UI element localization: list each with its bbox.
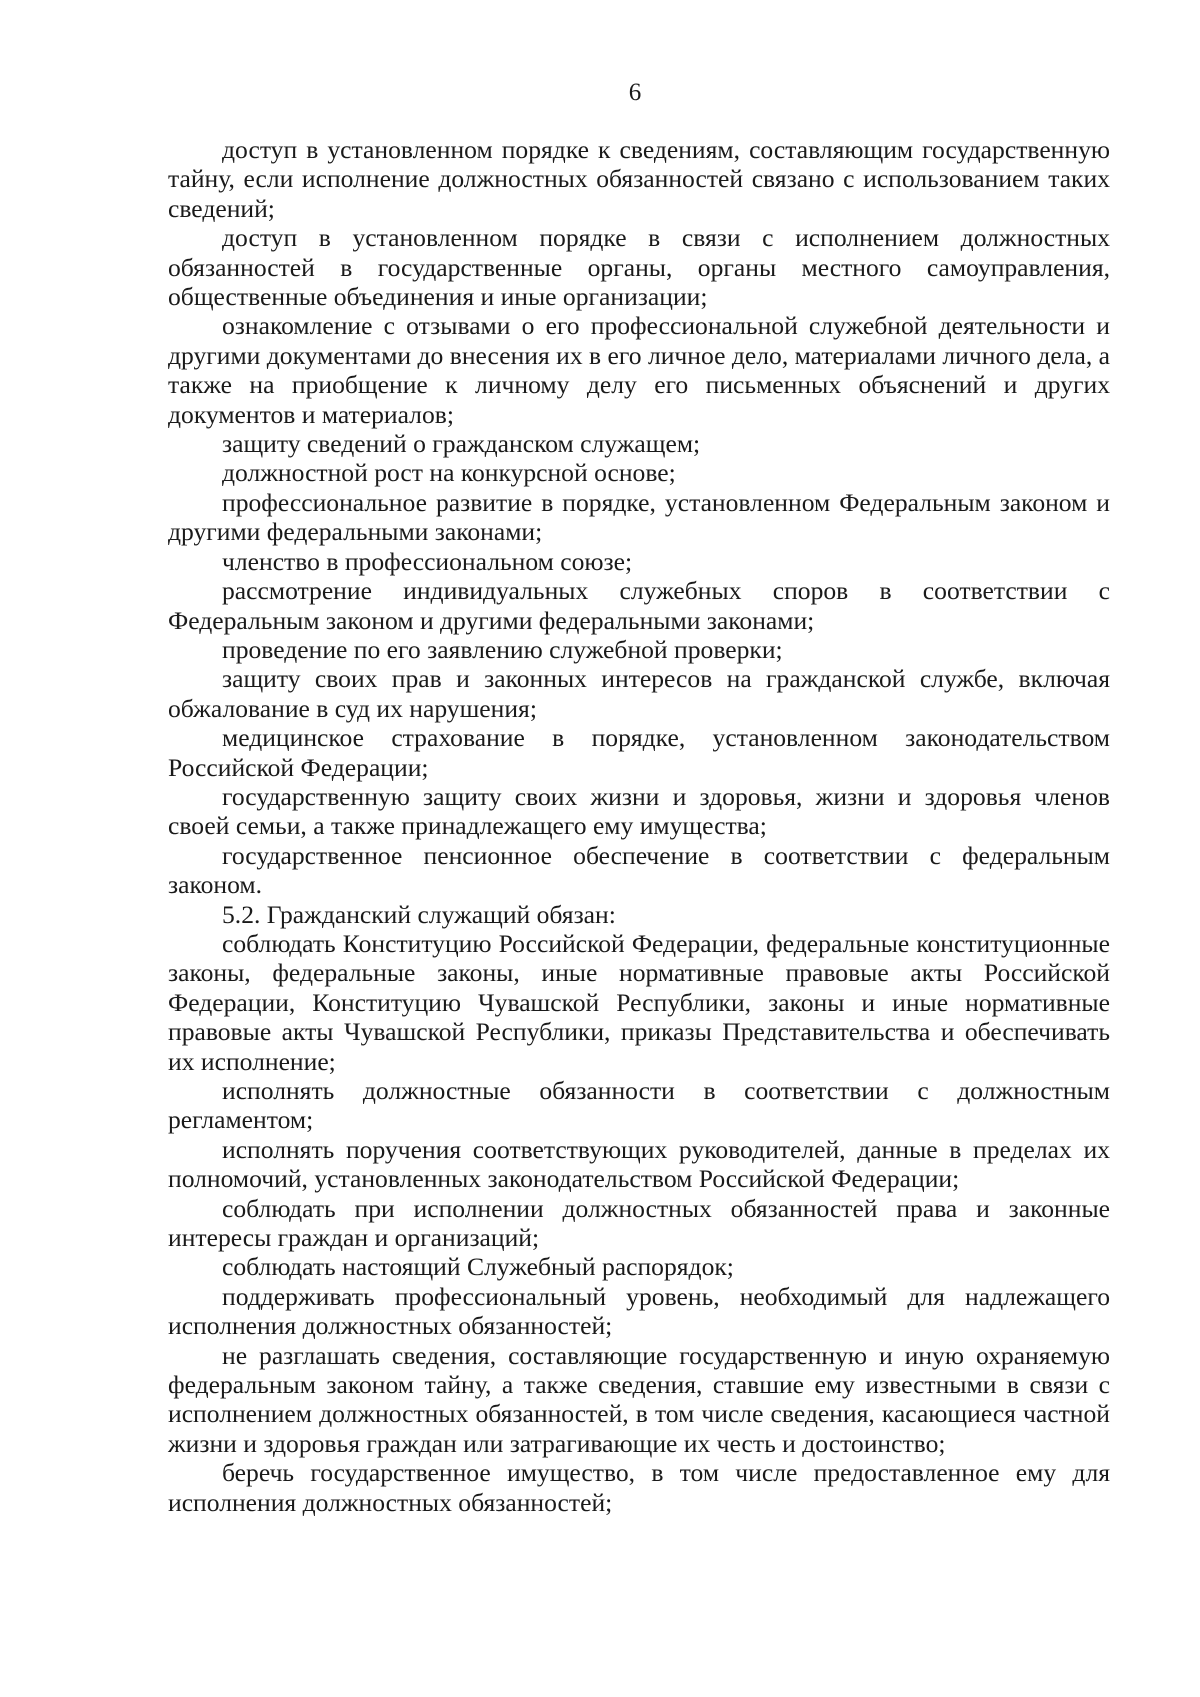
paragraph: защиту сведений о гражданском служащем; [222,429,701,459]
paragraph: поддерживать профессиональный уровень, необходимый для надлежащего исполнения должностных обязанностей; [168,1281,1110,1341]
paragraph: соблюдать при исполнении должностных обязанностей права и законные интересы граждан и организаций; [168,1193,1110,1253]
paragraph: рассмотрение индивидуальных служебных споров в соответствии с Федеральным законом и другими федеральными законами; [168,576,1110,635]
paragraph: ознакомление с отзывами о его профессиональной служебной деятельности и другими документами до внесения их в его личное дело, материалами личного дела, а также на приобщение к личному делу его письменных объяснений и других документов и материалов; [168,311,1110,429]
section-heading: 5.2. Гражданский служащий обязан: [222,899,616,929]
paragraph: членство в профессиональном союзе; [222,546,633,576]
paragraph: доступ в установленном порядке в связи с исполнением должностных обязанностей в государственные органы, органы местного самоуправления, общественные объединения и иные организации; [168,223,1110,312]
paragraph: медицинское страхование в порядке, установленном законодательством Российской Федерации; [168,723,1110,782]
paragraph: защиту своих прав и законных интересов на гражданской службе, включая обжалование в суд их нарушения; [168,664,1110,723]
paragraph: проведение по его заявлению служебной проверки; [222,634,783,664]
document-body [168,135,1110,1517]
paragraph: должностной рост на конкурсной основе; [222,458,676,488]
paragraph: государственную защиту своих жизни и здоровья, жизни и здоровья членов своей семьи, а также принадлежащего ему имущества; [168,781,1110,841]
paragraph: соблюдать настоящий Служебный распорядок; [222,1252,734,1282]
paragraph: не разглашать сведения, составляющие государственную и иную охраняемую федеральным законом тайну, а также сведения, ставшие ему известными в связи с исполнением должностных обязанностей, в том числе сведения, касающиеся частной жизни и здоровья граждан или затрагивающие их честь и достоинство; [168,1340,1110,1458]
paragraph: доступ в установленном порядке к сведениям, составляющим государственную тайну, если исполнение должностных обязанностей связано с использованием таких сведений; [168,135,1110,223]
paragraph: исполнять поручения соответствующих руководителей, данные в пределах их полномочий, установленных законодательством Российской Федерации; [168,1134,1110,1194]
paragraph: соблюдать Конституцию Российской Федерации, федеральные конституционные законы, федеральные законы, иные нормативные правовые акты Российской Федерации, Конституцию Чувашской Республики, законы и иные нормативные правовые акты Чувашской Республики, приказы Представительства и обеспечивать их исполнение; [168,928,1110,1076]
page-number: 6 [628,79,642,106]
paragraph: государственное пенсионное обеспечение в соответствии с федеральным законом. [168,840,1110,900]
paragraph: беречь государственное имущество, в том числе предоставленное ему для исполнения должностных обязанностей; [168,1458,1110,1517]
paragraph: исполнять должностные обязанности в соответствии с должностным регламентом; [168,1076,1110,1135]
paragraph: профессиональное развитие в порядке, установленном Федеральным законом и другими федеральными законами; [168,487,1110,547]
